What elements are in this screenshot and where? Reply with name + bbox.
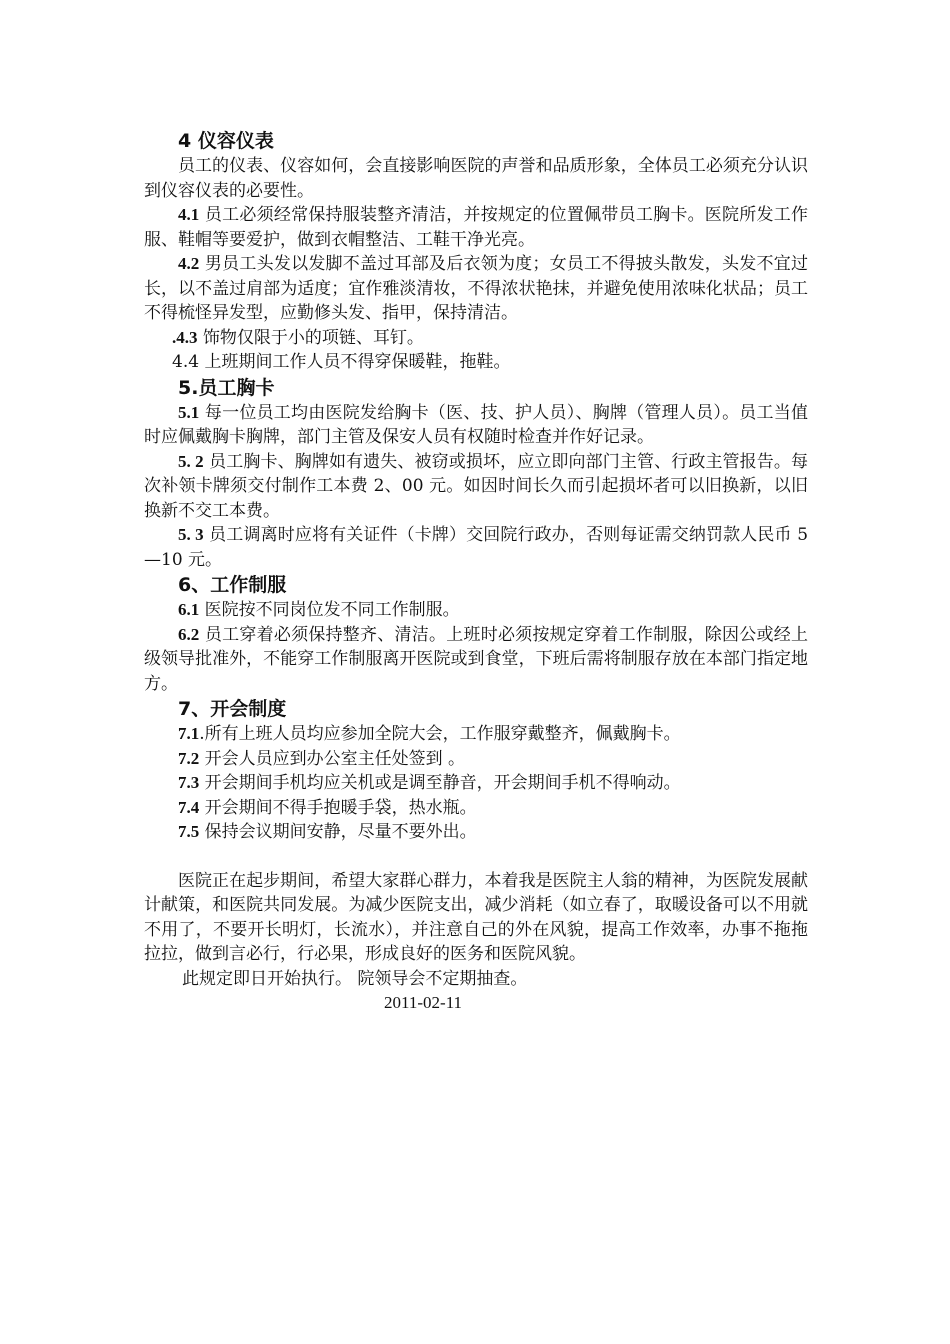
paragraph: 6.2 员工穿着必须保持整齐、清洁。上班时必须按规定穿着工作制服，除因公或经上级领导批准外，不能穿工作制服离开医院或到食堂，下班后需将制服存放在本部门指定地方。 <box>144 624 808 694</box>
paragraph: 5. 2 员工胸卡、胸牌如有遗失、被窃或损坏，应立即向部门主管、行政主管报告。每次补领卡牌须交付制作工本费 2、00 元。如因时间长久而引起损坏者可以旧换新，以旧换新不交工本费。 <box>144 451 809 521</box>
paragraph: 7.5 保持会议期间安静，尽量不要外出。 <box>178 822 477 842</box>
paragraph: 7.4 开会期间不得手抱暖手袋，热水瓶。 <box>178 797 477 818</box>
paragraph: 5. 3 员工调离时应将有关证件（卡牌）交回院行政办，否则每证需交纳罚款人民币 5—10 元。 <box>144 525 809 570</box>
paragraph: .4.3 饰物仅限于小的项链、耳钉。 <box>172 327 424 348</box>
paragraph: 4.2 男员工头发以发脚不盖过耳部及后衣领为度；女员工不得披头散发，头发不宜过长，以不盖过肩部为适度；宜作雅淡清妆，不得浓状艳抹，并避免使用浓味化状品；员工不得梳怪异发型，应勤修头发、指甲，保持清洁。 <box>144 254 808 323</box>
paragraph: 4.1 员工必须经常保持服装整齐清洁，并按规定的位置佩带员工胸卡。医院所发工作服、鞋帽等要爱护，做到衣帽整洁、工鞋干净光亮。 <box>144 205 808 250</box>
closing-paragraph: 医院正在起步期间，希望大家群心群力，本着我是医院主人翁的精神，为医院发展献计献策，和医院共同发展。为减少医院支出，减少消耗（如立春了，取暖设备可以不用就不用了，不要开长明灯，长流水），并注意自己的外在风貌，提高工作效率，办事不拖拖拉拉，做到言必行，行必果，形成良好的医务和医院风貌。 <box>144 870 808 964</box>
paragraph: 4.4 上班期间工作人员不得穿保暖鞋，拖鞋。 <box>172 352 511 372</box>
paragraph: 7.1.所有上班人员均应参加全院大会，工作服穿戴整齐，佩戴胸卡。 <box>178 724 681 744</box>
document-date: 2011-02-11 <box>384 993 463 1012</box>
paragraph: 6.1 医院按不同岗位发不同工作制服。 <box>178 600 460 620</box>
paragraph: 7.2 开会人员应到办公室主任处签到 。 <box>178 748 466 769</box>
section-heading: 5.员工胸卡 <box>178 376 275 399</box>
paragraph: 7.3 开会期间手机均应关机或是调至静音，开会期间手机不得响动。 <box>178 773 681 793</box>
document-body <box>144 128 808 1016</box>
paragraph: 5.1 每一位员工均由医院发给胸卡（医、技、护人员）、胸牌（管理人员）。员工当值时应佩戴胸卡胸牌，部门主管及保安人员有权随时检查并作好记录。 <box>144 402 808 447</box>
section-heading: 7、开会制度 <box>178 698 287 720</box>
paragraph: 员工的仪表、仪容如何，会直接影响医院的声誉和品质形象，全体员工必须充分认识到仪容仪表的必要性。 <box>144 156 808 201</box>
blank-line <box>144 845 808 869</box>
section-heading: 4 仪容仪表 <box>178 130 274 152</box>
notice-line: 此规定即日开始执行。 院领导会不定期抽查。 <box>182 968 528 989</box>
section-heading: 6、工作制服 <box>178 574 287 596</box>
